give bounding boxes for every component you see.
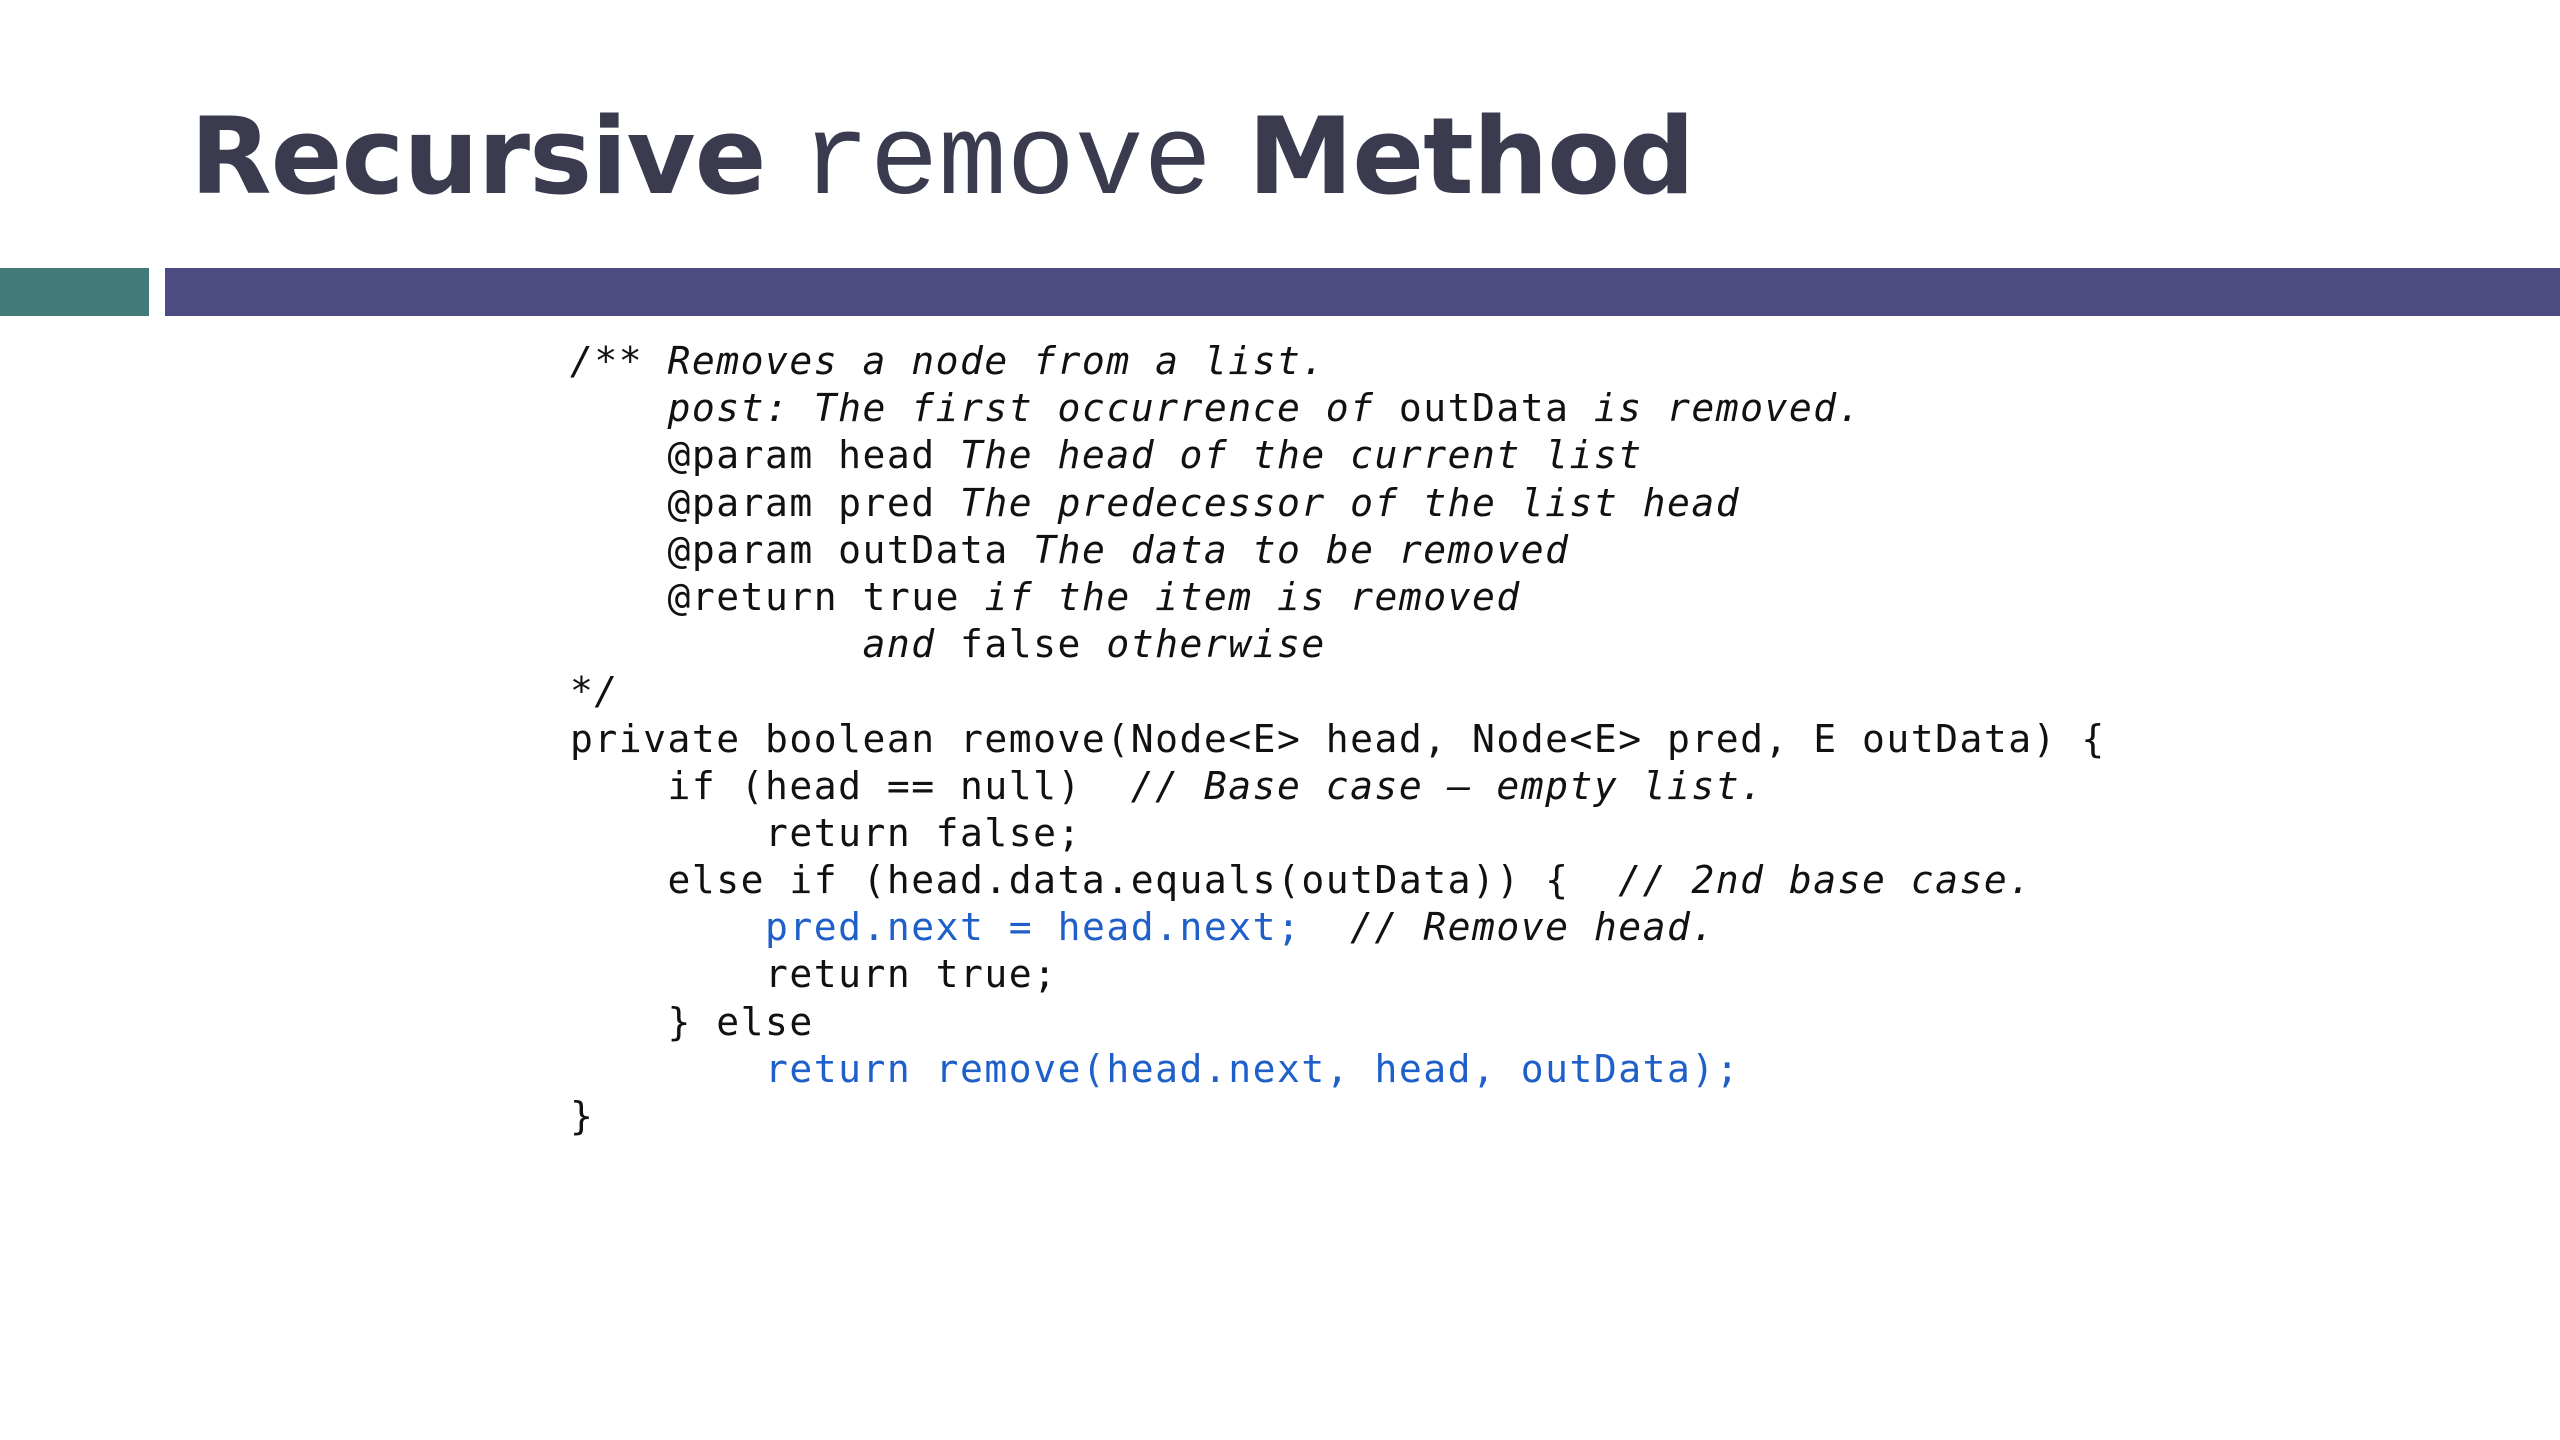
code-tag: @param head	[570, 433, 961, 478]
code-highlight: return remove(head.next, head, outData);	[765, 1046, 1741, 1091]
code-line-1	[570, 338, 2106, 385]
code-line-6	[570, 574, 2106, 621]
code-line-7	[570, 621, 2106, 668]
code-identifier: outData	[1398, 386, 1570, 431]
code-comment: */	[570, 669, 619, 714]
code-comment: // Remove head.	[1301, 905, 1716, 950]
code-comment: The data to be removed	[1033, 527, 1570, 572]
code-tag: @param pred	[570, 480, 961, 525]
code-statement: } else	[570, 999, 814, 1044]
code-line-2	[570, 385, 2106, 432]
code-keyword: false	[960, 622, 1082, 667]
code-line-4	[570, 480, 2106, 527]
code-comment: // 2nd base case.	[1618, 858, 2033, 903]
code-comment: /** Removes a node from a list.	[570, 339, 1326, 383]
code-tag: @return true	[570, 574, 985, 619]
code-statement: }	[570, 1094, 595, 1138]
code-line-5	[570, 527, 2106, 574]
accent-bar-right	[165, 268, 2560, 316]
code-line-11	[570, 810, 2106, 857]
code-statement: private boolean remove(Node<E> head, Node<E> pred, E outData) {	[570, 716, 2106, 761]
code-statement: else if (head.data.equals(outData)) {	[570, 858, 1619, 903]
code-comment: post: The first occurrence of	[570, 386, 1399, 431]
code-line-13	[570, 904, 2106, 951]
title-text-method: Method	[1211, 95, 1694, 218]
code-comment: is removed.	[1569, 386, 1863, 431]
code-indent	[570, 1047, 765, 1091]
code-comment: // Base case – empty list.	[1130, 763, 1765, 808]
code-line-9	[570, 716, 2106, 763]
code-highlight: pred.next = head.next;	[765, 905, 1302, 950]
code-comment: otherwise	[1081, 622, 1326, 667]
code-line-12	[570, 857, 2106, 904]
code-line-17	[570, 1093, 2106, 1140]
code-line-15	[570, 999, 2106, 1046]
code-line-8	[570, 668, 2106, 715]
code-block	[570, 338, 2106, 1140]
code-comment: The head of the current list	[960, 433, 1643, 478]
code-comment: if the item is removed	[984, 574, 1521, 619]
code-line-10	[570, 763, 2106, 810]
code-comment: The predecessor of the list head	[960, 480, 1741, 525]
code-statement: return false;	[570, 810, 1082, 855]
slide-title	[190, 82, 1694, 232]
code-statement: if (head == null)	[570, 763, 1131, 808]
code-line-3	[570, 432, 2106, 479]
code-line-14	[570, 951, 2106, 998]
title-text-recursive: Recursive	[190, 95, 802, 218]
code-comment: and	[570, 622, 961, 667]
accent-bar-left	[0, 268, 149, 316]
code-tag: @param outData	[570, 527, 1034, 572]
title-code-remove: remove	[801, 99, 1212, 228]
code-line-16	[570, 1046, 2106, 1093]
code-statement: return true;	[570, 952, 1058, 997]
code-indent	[570, 905, 765, 949]
